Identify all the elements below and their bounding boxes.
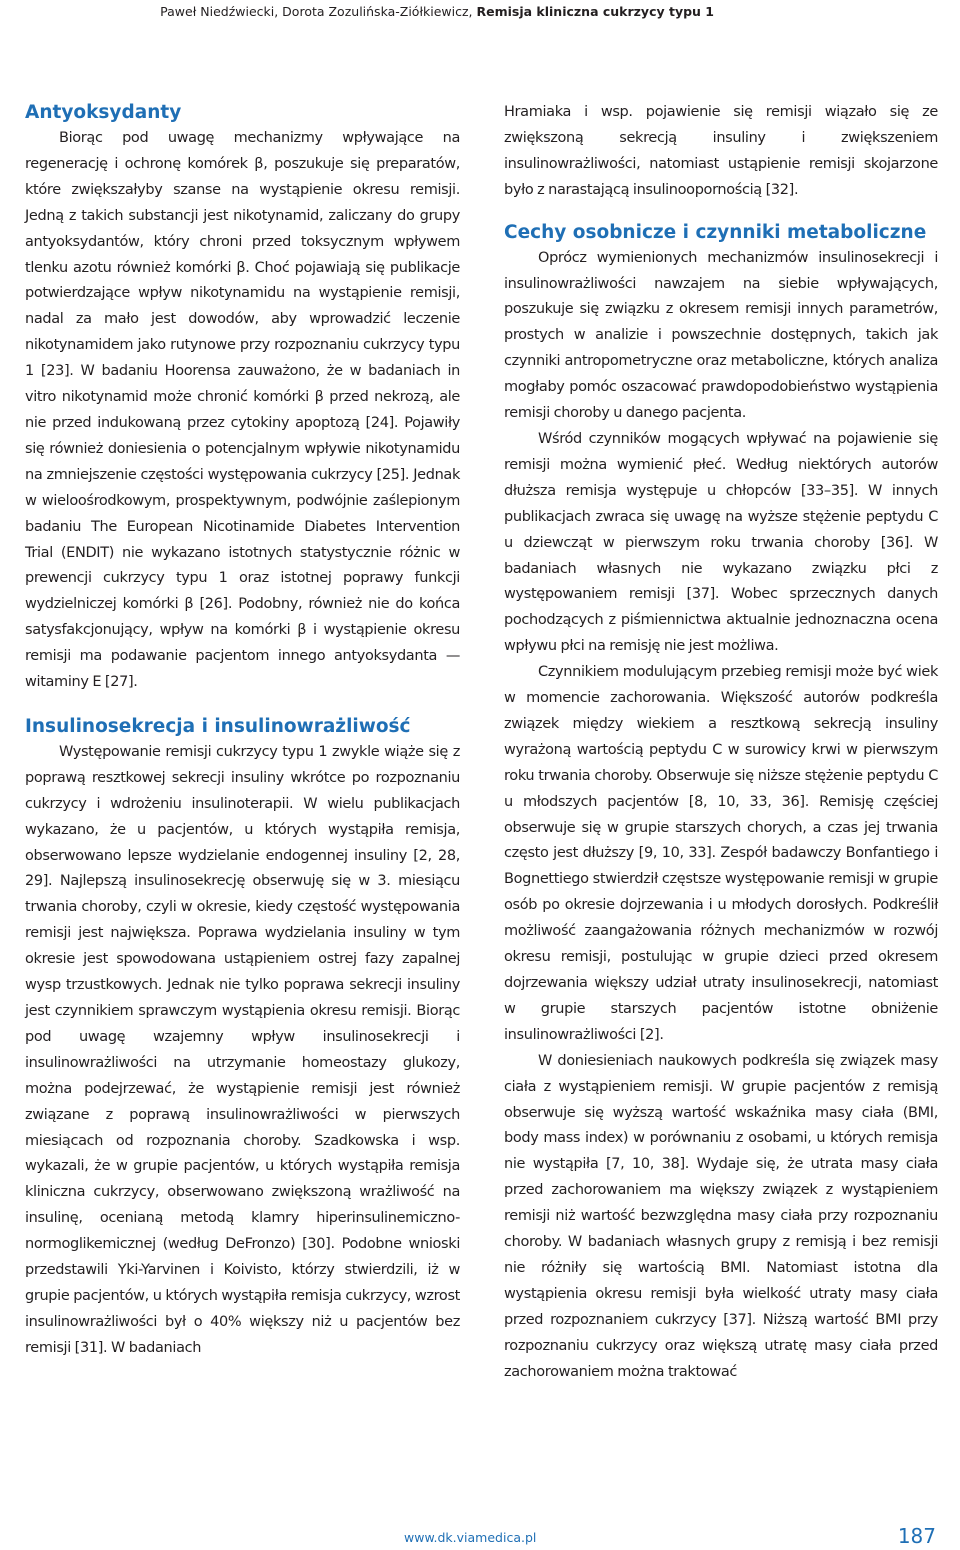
paragraph-insulinosekrecja: Występowanie remisji cukrzycy typu 1 zwykle wiąże się z poprawą resztkowej sekrecji insuliny wkrótce po rozpoznaniu cukrzycy i wdrożeniu insulinoterapii. W wielu publikacjach wykazano, że u pacjentów, u których wystąpiła remisja, obserwowano lepsze wydzielanie endogennej insuliny [2, 28, 29]. Najlepszą insulinosekrecję obserwuję się w 3. miesiącu trwania choroby, czyli w okresie, kiedy częstość występowania remisji jest największa. Poprawa wydzielania insuliny w tym okresie jest spowodowana ustąpieniem ostrej fazy zapalnej wysp trzustkowych. Jednak nie tylko poprawa sekrecji insuliny jest czynnikiem sprawczym wystąpienia okresu remisji. Biorąc pod uwagę wzajemny wpływ insulinosekrecji i insulinowrażliwości na utrzymanie homeostazy glukozy, można podejrzewać, że wystąpienie remisji jest również związane z poprawą insulinowrażliwości w pierwszych miesiącach od rozpoznania choroby. Szadkowska i wsp. wykazali, że w grupie pacjentów, u których wystąpiła remisja kliniczna cukrzycy, obserwowano zwiększoną wrażliwość na insulinę, ocenianą metodą klamry hiperinsulinemiczno-normoglikemicznej (według DeFronzo) [30]. Podobne wnioski przedstawili Yki-Yarvinen i Koivisto, którzy stwierdzili, iż w grupie pacjentów, u których wystąpiła remisja cukrzycy, wzrost insulinowrażliwości był o 40% większy niż u pacjentów bez remisji [31]. W badaniach xyxy=(25,743,460,1356)
paragraph-antyoksydanty: Biorąc pod uwagę mechanizmy wpływające na regenerację i ochronę komórek β, poszukuje się preparatów, które zwiększałyby szanse na wystąpienie okresu remisji. Jedną z takich substancji jest nikotynamid, zaliczany do grupy antyoksydantów, który chroni przed toksycznym wpływem tlenku azotu również komórki β. Choć pojawiają się publikacje potwierdzające wpływ nikotynamidu na wystąpienie remisji, nadal za mało jest dowodów, aby wprowadzić leczenie nikotynamidem jako rutynowe przy rozpoznaniu cukrzycy typu 1 [23]. W badaniu Hoorensa zauważono, że w badaniach in vitro nikotynamid może chronić komórki β przed nekrozą, ale nie przed indukowaną przez cytokiny apoptozą [24]. Pojawiły się również doniesienia o potencjalnym wpływie nikotynamidu na zmniejszenie częstości występowania cukrzycy [25]. Jednak w wieloośrodkowym, prospektywnym, podwójnie zaślepionym badaniu The European Nicotinamide Diabetes Intervention Trial (ENDIT) nie wykazano istotnych statystycznie różnic w prewencji cukrzycy typu 1 oraz istotnej poprawy funkcji wydzielniczej komórki β [26]. Podobny, również nie do końca satysfakcjonujący, wpływ na komórki β i wystąpienie okresu remisji ma podawanie pacjentom innego antyoksydanta — witaminy E [27]. xyxy=(25,130,460,691)
running-head xyxy=(160,4,714,19)
running-head-title: Remisja kliniczna cukrzycy typu 1 xyxy=(476,4,714,19)
paragraph-continuation: Hramiaka i wsp. pojawienie się remisji wiązało się ze zwiększoną sekrecją insuliny i zwiększeniem insulinowrażliwości, natomiast ustąpienie remisji skojarzone było z narastającą insulinoopornością [32]. xyxy=(504,104,938,198)
section-heading-insulinosekrecja: Insulinosekrecja i insulinowrażliwość xyxy=(25,715,411,737)
paragraph-mechanisms: Oprócz wymienionych mechanizmów insulinosekrecji i insulinowrażliwości nawzajem na siebie wpływających, poszukuje się związku z okresem remisji innych parametrów, prostych w analizie i powszechnie dostępnych, takich jak czynniki antropometryczne oraz metaboliczne, których analiza mogłaby pomóc oszacować prawdopodobieństwo wystąpienia remisji choroby u danego pacjenta. xyxy=(504,249,938,422)
section-heading-antyoksydanty: Antyoksydanty xyxy=(25,102,182,123)
paragraph-age: Czynnikiem modulującym przebieg remisji może być wiek w momencie zachorowania. Większość autorów podkreśla związek między wiekiem a resztkową sekrecją insuliny wyrażoną wartością peptydu C w surowicy krwi w pierwszym roku trwania choroby. Obserwuje się niższe stężenie peptydu C u młodszych pacjentów [8, 10, 33, 36]. Remisję częściej obserwuje się w grupie starszych chorych, a czas jej trwania często jest dłuższy [9, 10, 33]. Zespół badawczy Bonfantiego i Bognettiego stwierdził częstsze występowanie remisji w grupie osób po okresie dojrzewania i u młodych dorosłych. Podkreślił możliwość zaangażowania różnych mechanizmów w rozwój okresu remisji, postulując w grupie dzieci przed okresem dojrzewania większy udział utraty insulinosekrecji, natomiast w grupie starszych pacjentów istotne obniżenie insulinowrażliwości [2]. xyxy=(504,664,938,1043)
running-head-authors: Paweł Niedźwiecki, Dorota Zozulińska-Ziółkiewicz, xyxy=(160,4,473,19)
left-column xyxy=(25,100,460,1362)
paragraph-body-mass: W doniesieniach naukowych podkreśla się związek masy ciała z wystąpieniem remisji. W grupie pacjentów z remisją obserwuje się wyższą wartość wskaźnika masy ciała (BMI, body mass index) w porównaniu z osobami, u których remisja nie wystąpiła [7, 10, 38]. Wydaje się, że utrata masy ciała przed zachorowaniem ma większy związek z wystąpieniem remisji niż wartość bezwzględna masy ciała przy rozpoznaniu choroby. W badaniach własnych grupy z remisją i bez remisji nie różniły się wartością BMI. Natomiast istotna dla wystąpienia okresu remisji była wielkość utraty masy ciała przed rozpoznaniem cukrzycy [37]. Niższą wartość BMI przy rozpoznaniu cukrzycy oraz większą utratę masy ciała przed zachorowaniem można traktować xyxy=(504,1052,938,1380)
page-number: 187 xyxy=(897,1524,936,1548)
paragraph-sex: Wśród czynników mogących wpływać na pojawienie się remisji można wymienić płeć. Według niektórych autorów dłuższa remisja występuje u chłopców [33–35]. W innych publikacjach zwraca się uwagę na wyższe stężenie peptydu C u dziewcząt w pierwszym roku trwania choroby [36]. W badaniach własnych nie wykazano związku płci z występowaniem remisji [37]. Wobec sprzecznych danych pochodzących z piśmiennictwa aktualnie jednoznaczna ocena wpływu płci na remisję nie jest możliwa. xyxy=(504,430,938,655)
footer-url: www.dk.viamedica.pl xyxy=(404,1530,537,1545)
right-column xyxy=(504,100,938,1386)
section-heading-cechy-osobnicze: Cechy osobnicze i czynniki metaboliczne xyxy=(504,221,927,243)
